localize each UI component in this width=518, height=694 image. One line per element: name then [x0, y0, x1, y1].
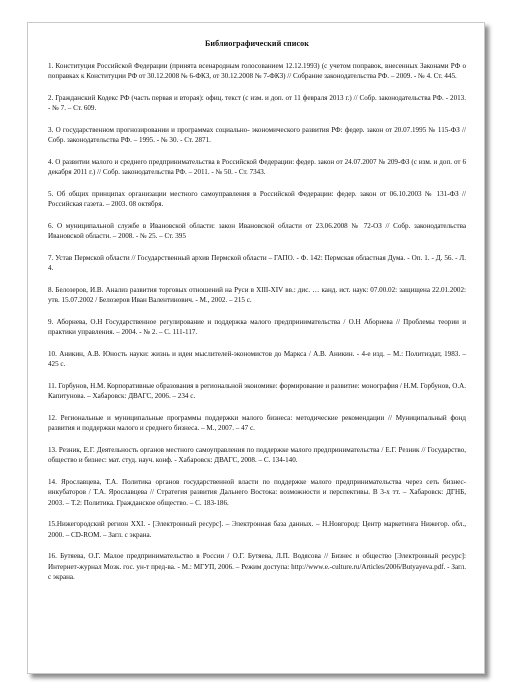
bibliography-entry-11: 11. Горбунов, Н.М. Корпоративные образования в региональной экономике: формирование и развитие: монография / Н.М. Горбунов, О.А. Капитунова. – Хабаровск: ДВАГС, 2006. – 234 с. — [48, 382, 466, 401]
bibliography-entry-4: 4. О развитии малого и среднего предпринимательства в Российской Федерации: федер. закон от 24.07.2007 № 209-ФЗ (с изм. и доп. от 6 декабря 2011 г.) // Собр. законодательства РФ. – 2011. - № 50. - Ст. 7343. — [48, 158, 466, 177]
bibliography-entry-14: 14. Ярославцева, Т.А. Политика органов государственной власти по поддержке малого предпринимательства через сеть бизнес-инкубаторов / Т.А. Ярославцева // Стратегия развития Дальнего Востока: возможности и перспективы. В 3-х тт. – Хабаровск: ДГНБ, 2003. – Т.2: Политика. Гражданское общество. – С. 183-186. — [48, 478, 466, 507]
document-page — [27, 22, 485, 674]
bibliography-entry-8: 8. Белозеров, И.В. Анализ развития торговых отношений на Руси в XIII-XIV вв.: дис. … канд. ист. наук: 07.00.02: защищена 22.01.2002: утв. 15.07.2002 / Белозеров Иван Валентинович. - М., 2002. – 215 с. — [48, 286, 466, 305]
bibliography-entry-1: 1. Конституция Российской Федерации (принята всенародным голосованием 12.12.1993) (с учетом поправок, внесенных Законами РФ о поправках к Конституции РФ от 30.12.2008 № 6-ФКЗ, от 30.12.2008 № 7-ФКЗ) // Собрание законодательства РФ. – 2009. - № 4. Ст. 445. — [48, 62, 466, 81]
page-content — [48, 39, 466, 594]
bibliography-entry-10: 10. Аникин, А.В. Юность науки: жизнь и идеи мыслителей-экономистов до Маркса / А.В. Аникин. - 4-е изд. – М.: Политиздат, 1983. – 425 с. — [48, 350, 466, 369]
page-title: Библиографический список — [205, 39, 309, 48]
bibliography-entry-5: 5. Об общих принципах организации местного самоуправления в Российской Федерации: федер. закон от 06.10.2003 № 131-ФЗ // Российская газета. – 2003. 08 октября. — [48, 190, 466, 209]
bibliography-entry-13: 13. Резник, Е.Г. Деятельность органов местного самоуправления по поддержке малого предпринимательства / Е.Г. Резник // Государство, общество и бизнес: мат. студ. науч. конф. - Хабаровск: ДВАГС, 2008. – С. 134-140. — [48, 446, 466, 465]
bibliography-entry-7: 7. Устав Пермской области // Государственный архив Пермской области – ГАПО. - Ф. 142: Пермская областная Дума. - Оп. 1. - Д. 56. - Л. 4. — [48, 254, 466, 273]
bibliography-entry-9: 9. Аборнева, О.Н Государственное регулирование и поддержка малого предпринимательства / О.Н Аборнева // Проблемы теории и практики управления. – 2004. - № 2. – С. 111-117. — [48, 318, 466, 337]
bibliography-entry-3: 3. О государственном прогнозировании и программах социально- экономического развития РФ: федер. закон от 20.07.1995 № 115-ФЗ // Собр. законодательства РФ. – 1995. - № 30. - Ст. 2871. — [48, 126, 466, 145]
bibliography-entry-12: 12. Региональные и муниципальные программы поддержки малого бизнеса: методические рекомендации // Муниципальный фонд развития и поддержки малого и среднего бизнеса. – М., 2007. – 47 с. — [48, 414, 466, 433]
bibliography-entry-15: 15.Нижегородский регион XXI. - [Электронный ресурс]. – Электронная база данных. – Н.Новгород: Центр маркетинга Нижегор. обл., 2000. – CD-ROM. – Загл. с экрана. — [48, 520, 466, 539]
bibliography-entry-2: 2. Гражданский Кодекс РФ (часть первая и вторая): офиц. текст (с изм. и доп. от 11 февраля 2013 г.) // Собр. законодательства РФ. - 2013. - № 7. – Ст. 609. — [48, 94, 466, 113]
bibliography-entry-16: 16. Бутяева, О.Г. Малое предпринимательство в России / О.Г. Бутяева, Л.П. Водясова // Бизнес и общество [Электронный ресурс]: Интернет-журнал Мозк. гос. ун-т пред-ва. - М.: МГУП, 2006. – Режим доступа: http://www.e.-culture.ru/Articles/2006/Butyayeva.pdf. - Загл. с экрана. — [48, 552, 466, 582]
bibliography-entry-6: 6. О муниципальной службе в Ивановской области: закон Ивановской области от 23.06.2008 № 72-ОЗ // Собр. законодательства Ивановской области. – 2008. - № 25. – Ст. 395 — [48, 222, 466, 241]
